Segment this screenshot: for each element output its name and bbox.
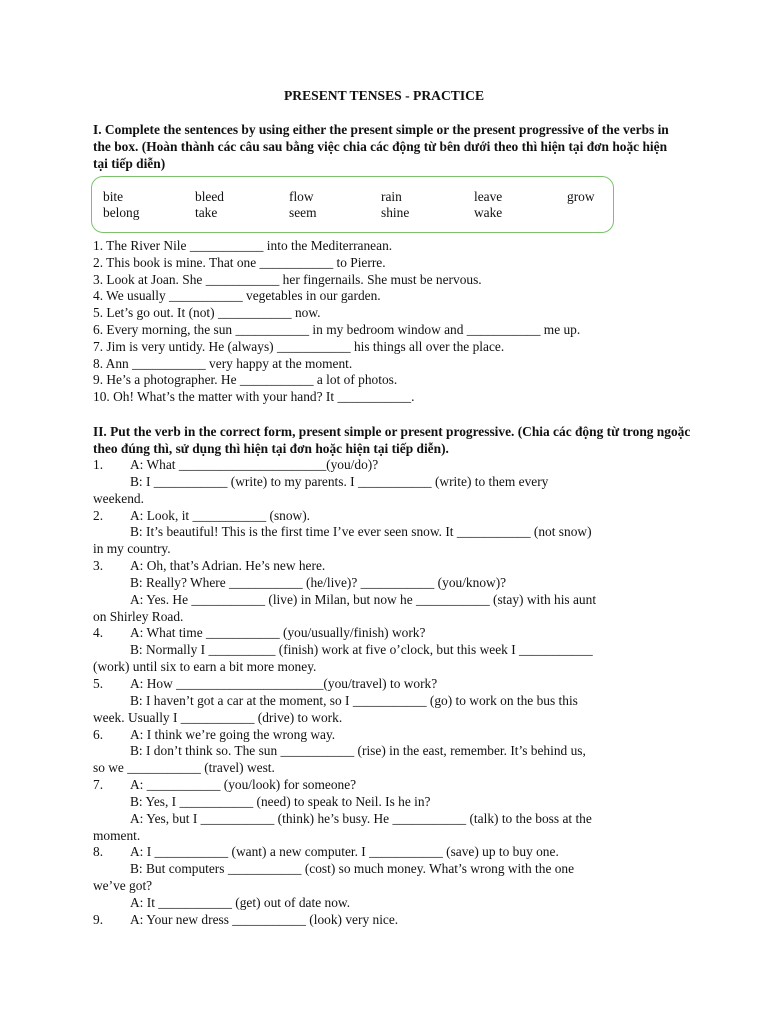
dialogue-line (93, 491, 673, 508)
dialogue-text: A: I ___________ (want) a new computer. I ___________ (save) up to buy one. (130, 844, 559, 860)
dialogue-line (93, 541, 673, 558)
dialogue-continuation: in my country. (93, 541, 171, 557)
question-line: 9. He’s a photographer. He ___________ a lot of photos. (93, 372, 398, 388)
dialogue-line (93, 727, 673, 744)
question-line: 1. The River Nile ___________ into the Mediterranean. (93, 238, 393, 253)
dialogue-line (93, 676, 673, 693)
dialogue-continuation: (work) until six to earn a bit more money. (93, 659, 317, 675)
dialogue-line (93, 811, 673, 828)
dialogue-continuation: so we ___________ (travel) west. (93, 760, 275, 776)
dialogue-line (93, 474, 673, 491)
verb-word: seem (289, 205, 317, 220)
exercise-number: 6. (93, 726, 104, 742)
dialogue-line (93, 609, 673, 626)
dialogue-line (93, 558, 673, 575)
exercise-number: 3. (93, 558, 104, 574)
page-title: PRESENT TENSES - PRACTICE (283, 88, 485, 103)
dialogue-text: A: Yes. He ___________ (live) in Milan, but now he ___________ (stay) with his aunt (130, 591, 597, 607)
dialogue-continuation: week. Usually I ___________ (drive) to work. (93, 709, 343, 725)
verb-word: bite (103, 189, 124, 204)
verb-word: take (195, 205, 218, 220)
question-line: 4. We usually ___________ vegetables in our garden. (93, 288, 381, 304)
question-line: 2. This book is mine. That one ___________ to Pierre. (93, 254, 386, 270)
dialogue-text: A: Your new dress ___________ (look) very nice. (130, 911, 399, 927)
section-2-heading: II. Put the verb in the correct form, present simple or present progressive. (Chia các động từ trong ngoặc theo đúng thì, sử dụng thì hiện tại đơn hoặc hiện tại tiếp diễn). (93, 424, 691, 456)
dialogue-line (93, 777, 673, 794)
dialogue-text: B: I don’t think so. The sun ___________ (rise) in the east, remember. It’s behind us, (130, 743, 586, 759)
dialogue-line (93, 710, 673, 727)
dialogue-line (93, 794, 673, 811)
dialogue-continuation: we’ve got? (93, 878, 153, 894)
dialogue-line (93, 508, 673, 525)
dialogue-line (93, 844, 673, 861)
verb-word: flow (289, 189, 314, 204)
dialogue-line (93, 878, 673, 895)
dialogue-text: B: But computers ___________ (cost) so much money. What’s wrong with the one (130, 861, 575, 877)
dialogue-line (93, 524, 673, 541)
exercise-number: 5. (93, 675, 104, 691)
dialogue-text: A: ___________ (you/look) for someone? (130, 777, 357, 793)
section-2-dialogues (93, 457, 673, 929)
dialogue-continuation: moment. (93, 827, 141, 843)
dialogue-line (93, 575, 673, 592)
dialogue-text: A: I think we’re going the wrong way. (130, 726, 336, 742)
verb-word: wake (474, 205, 503, 220)
verb-box (91, 176, 614, 233)
question-line: 5. Let’s go out. It (not) ___________ now. (93, 305, 321, 321)
dialogue-text: A: Yes, but I ___________ (think) he’s busy. He ___________ (talk) to the boss at the (130, 810, 592, 826)
exercise-number: 2. (93, 507, 104, 523)
dialogue-text: A: What ______________________(you/do)? (130, 457, 379, 472)
dialogue-continuation: on Shirley Road. (93, 608, 184, 624)
dialogue-continuation: weekend. (93, 490, 144, 506)
dialogue-line (93, 457, 673, 474)
verb-word: leave (474, 189, 503, 204)
exercise-number: 1. (93, 457, 104, 472)
dialogue-text: A: It ___________ (get) out of date now. (130, 894, 351, 910)
question-line: 6. Every morning, the sun ___________ in my bedroom window and ___________ me up. (93, 321, 581, 337)
verb-word: belong (103, 205, 140, 220)
section-1-heading: I. Complete the sentences by using either the present simple or the present progressive of the verbs in the box. (Hoàn thành các câu sau bằng việc chia các động từ bên dưới theo thì hiện tại đơn hoặc hiện tại tiếp diễn) (93, 122, 669, 171)
question-line: 8. Ann ___________ very happy at the moment. (93, 355, 353, 371)
exercise-number: 8. (93, 844, 104, 860)
dialogue-line (93, 693, 673, 710)
verb-word: bleed (195, 189, 224, 204)
dialogue-line (93, 743, 673, 760)
exercise-number: 9. (93, 911, 104, 927)
dialogue-text: B: Really? Where ___________ (he/live)? ___________ (you/know)? (130, 574, 507, 590)
dialogue-text: B: It’s beautiful! This is the first time I’ve ever seen snow. It ___________ (not snow) (130, 524, 592, 540)
dialogue-text: A: How ______________________(you/travel) to work? (130, 675, 438, 691)
question-line: 7. Jim is very untidy. He (always) ___________ his things all over the place. (93, 338, 505, 354)
dialogue-line (93, 592, 673, 609)
dialogue-text: A: Look, it ___________ (snow). (130, 507, 311, 523)
dialogue-text: B: I haven’t got a car at the moment, so I ___________ (go) to work on the bus this (130, 692, 578, 708)
question-line: 10. Oh! What’s the matter with your hand? It ___________. (93, 389, 415, 405)
dialogue-line (93, 625, 673, 642)
dialogue-text: A: Oh, that’s Adrian. He’s new here. (130, 558, 326, 574)
dialogue-line (93, 828, 673, 845)
dialogue-line (93, 895, 673, 912)
dialogue-text: B: Yes, I ___________ (need) to speak to Neil. Is he in? (130, 793, 431, 809)
section-1-questions (93, 238, 693, 406)
dialogue-text: B: Normally I __________ (finish) work at five o’clock, but this week I ___________ (130, 642, 593, 658)
verb-word: rain (381, 189, 402, 204)
question-line: 3. Look at Joan. She ___________ her fingernails. She must be nervous. (93, 271, 482, 287)
verb-word: grow (567, 189, 595, 204)
exercise-number: 7. (93, 777, 104, 793)
dialogue-line (93, 659, 673, 676)
dialogue-text: B: I ___________ (write) to my parents. I ___________ (write) to them every (130, 473, 549, 489)
dialogue-line (93, 642, 673, 659)
dialogue-line (93, 861, 673, 878)
exercise-number: 4. (93, 625, 104, 641)
verb-word: shine (381, 205, 410, 220)
dialogue-line (93, 912, 673, 929)
dialogue-line (93, 760, 673, 777)
dialogue-text: A: What time ___________ (you/usually/finish) work? (130, 625, 426, 641)
